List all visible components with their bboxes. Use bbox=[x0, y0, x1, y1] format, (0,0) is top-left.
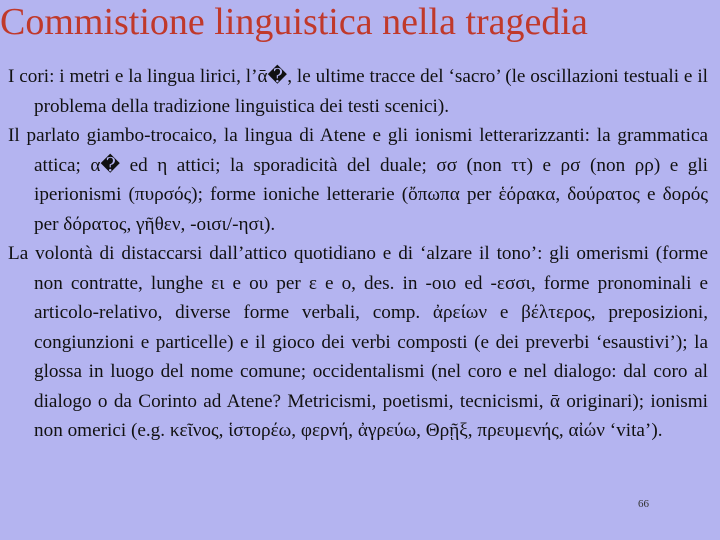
slide-title: Commistione linguistica nella tragedia bbox=[0, 1, 588, 43]
page-number: 66 bbox=[638, 498, 649, 510]
paragraph-omerismi: La volontà di distaccarsi dall’attico quotidiano e di ‘alzare il tono’: gli omerismi (forme non contratte, lunghe ει e ου per ε e ο, des. in ‑οιο ed ‑εσσι, forme pronominali e articolo-relativo, diverse forme verbali, comp. ἀρείων e βέλτερος, preposizioni, congiunzioni e particelle) e il gioco dei verbi composti (e dei preverbi ‘esaustivi’); la glossa in luogo del nome comune; occidentalismi (nel coro e nel dialogo: dal coro al dialogo o da Corinto ad Atene? Metricismi, poetismi, tecnicismi, ᾱ originari); ionismi non omerici (e.g. κεῖνος, ἱστορέω, φερνή, ἀγρεύω, Θρῇξ, πρευμενής, αἰών ‘vita’). bbox=[8, 243, 708, 441]
slide-body bbox=[8, 62, 708, 446]
paragraph-parlato: Il parlato giambo-trocaico, la lingua di Atene e gli ionismi letterarizzanti: la grammatica attica; α� ed η attici; la sporadicità del duale; σσ (non ττ) e ρσ (non ρρ) e gli iperionismi (πυρσός); forme ioniche letterarie (ὄπωπα per ἑόρακα, δούρατος e δορός per δόρατος, γῆθεν, -οισι/-ησι). bbox=[8, 125, 708, 235]
paragraph-cori: I cori: i metri e la lingua lirici, l’ᾱ�, le ultime tracce del ‘sacro’ (le oscillazioni testuali e il problema della tradizione linguistica dei testi scenici). bbox=[8, 66, 708, 117]
